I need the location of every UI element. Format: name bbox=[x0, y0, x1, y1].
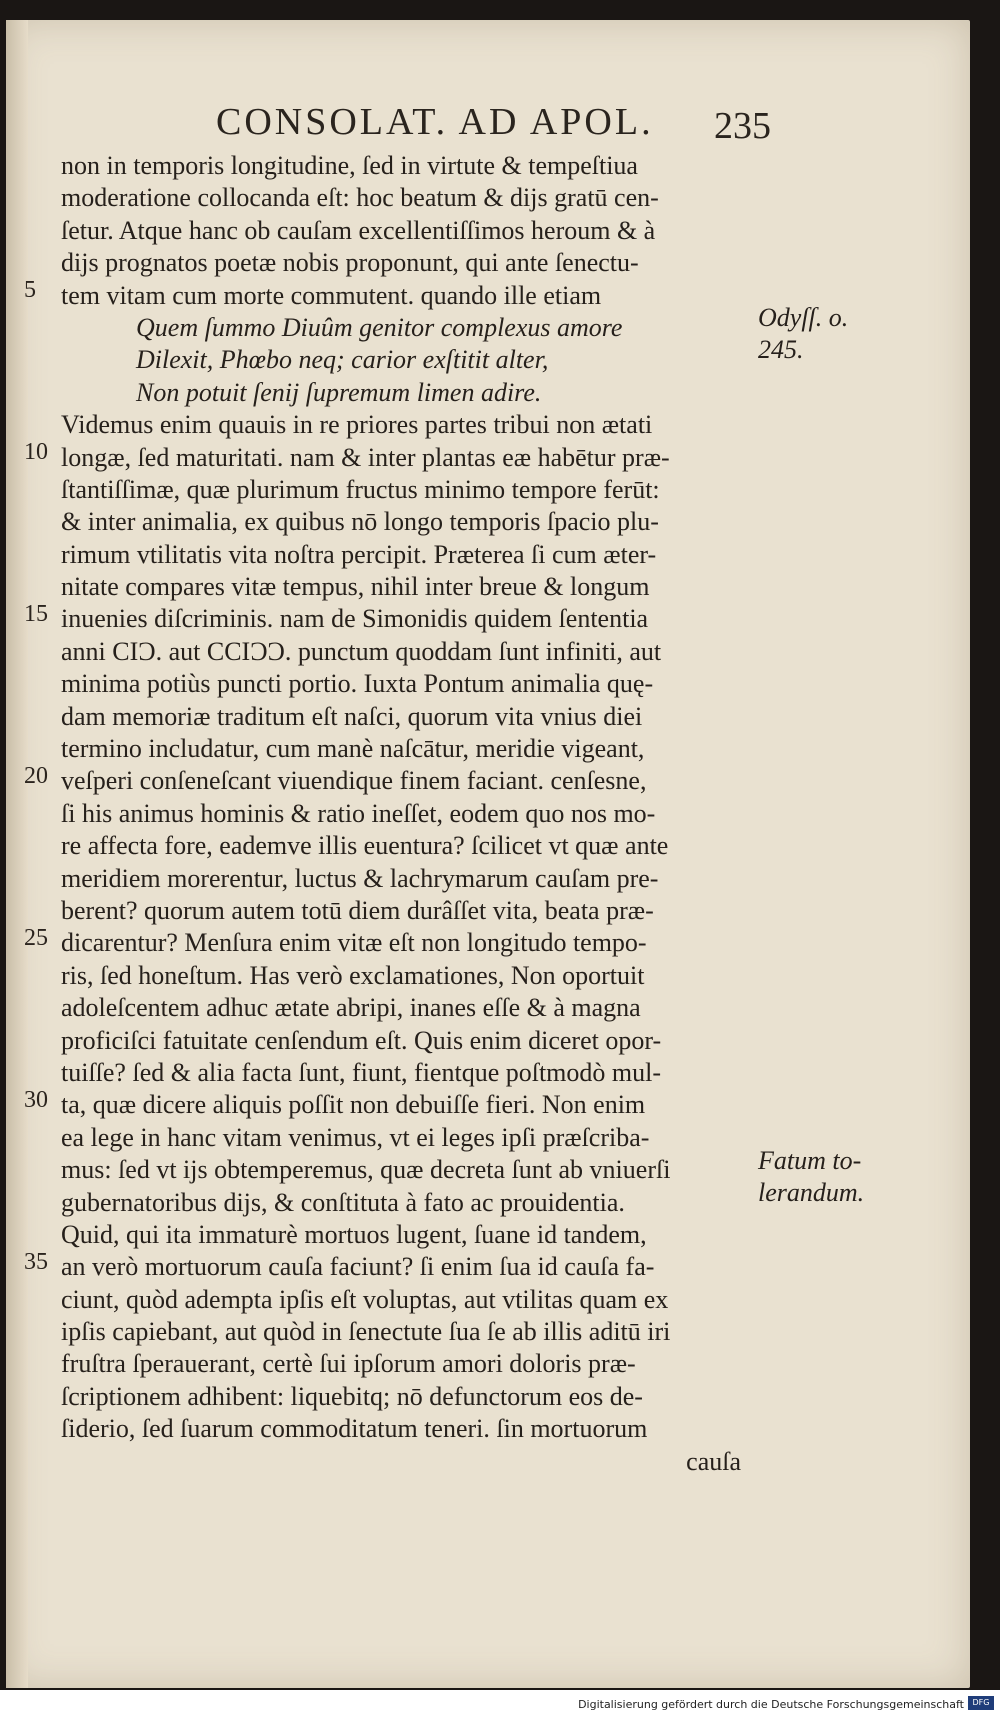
text-line: veſperi conſeneſcant viuendique finem faciant. cenſesne, bbox=[61, 766, 647, 796]
margin-note-line: Odyſſ. o. bbox=[758, 303, 849, 332]
text-line: berent? quorum autem totū diem durâſſet vita, beata præ- bbox=[61, 895, 654, 925]
dfg-logo-icon: DFG bbox=[968, 1696, 994, 1710]
text-line: dijs prognatos poetæ nobis proponunt, qui ante ſenectu- bbox=[61, 248, 639, 278]
text-line: minima potiùs puncti portio. Iuxta Pontum animalia quę- bbox=[61, 669, 654, 699]
line-number: 25 bbox=[24, 925, 48, 951]
line-number: 35 bbox=[24, 1249, 48, 1275]
text-line: ipſis capiebant, aut quòd in ſenectute ſua ſe ab illis aditū iri bbox=[61, 1317, 671, 1347]
line-number: 20 bbox=[24, 763, 48, 789]
text-line: tem vitam cum morte commutent. quando ille etiam bbox=[61, 280, 602, 310]
book-page bbox=[6, 20, 970, 1688]
text-line: Quid, qui ita immaturè mortuos lugent, ſuane id tandem, bbox=[61, 1219, 647, 1249]
margin-note-fatum bbox=[758, 1145, 864, 1209]
text-line: an verò mortuorum cauſa faciunt? ſi enim ſua id cauſa fa- bbox=[61, 1252, 655, 1282]
text-line: ta, quæ dicere aliquis poſſit non debuiſſe fieri. Non enim bbox=[61, 1090, 646, 1120]
line-number: 15 bbox=[24, 601, 48, 627]
verse-line: Quem ſummo Diuûm genitor complexus amore bbox=[136, 312, 623, 342]
verse-line: Dilexit, Phœbo neq; carior exſtitit alter, bbox=[136, 345, 549, 375]
text-line: adoleſcentem adhuc ætate abripi, inanes eſſe & à magna bbox=[61, 993, 641, 1023]
text-line: non in temporis longitudine, ſed in virtute & tempeſtiua bbox=[61, 151, 638, 180]
text-line: inuenies diſcriminis. nam de Simonidis quidem ſententia bbox=[61, 604, 649, 634]
body-text bbox=[61, 150, 751, 1478]
line-number: 5 bbox=[24, 277, 36, 303]
catchword: cauſa bbox=[686, 1446, 741, 1476]
text-line: ſtantiſſimæ, quæ plurimum fructus minimo tempore ferūt: bbox=[61, 474, 660, 504]
funding-credit: Digitalisierung gefördert durch die Deutsche Forschungsgemeinschaft bbox=[578, 1698, 964, 1711]
text-line: rimum vtilitatis vita noſtra percipit. Præterea ſi cum æter- bbox=[61, 539, 657, 569]
text-line: meridiem morerentur, luctus & lachrymarum cauſam pre- bbox=[61, 863, 659, 893]
page-gutter bbox=[6, 20, 28, 1688]
text-line: & inter animalia, ex quibus nō longo temporis ſpacio plu- bbox=[61, 507, 659, 537]
text-line: proficiſci fatuitate cenſendum eſt. Quis enim diceret opor- bbox=[61, 1025, 662, 1055]
footer-bar bbox=[0, 1690, 1000, 1717]
text-line: ris, ſed honeſtum. Has verò exclamationes, Non oportuit bbox=[61, 960, 645, 990]
text-line: mus: ſed vt ijs obtemperemus, quæ decreta ſunt ab vniuerſi bbox=[61, 1155, 671, 1185]
text-line: termino includatur, cum manè naſcātur, meridie vigeant, bbox=[61, 734, 645, 764]
text-line: ſetur. Atque hanc ob cauſam excellentiſſimos heroum & à bbox=[61, 215, 656, 245]
text-line: fruſtra ſperauerant, certè ſui ipſorum amori doloris præ- bbox=[61, 1349, 636, 1379]
text-line: nitate compares vitæ tempus, nihil inter breue & longum bbox=[61, 572, 650, 602]
text-line: ſiderio, ſed ſuarum commoditatum teneri. ſin mortuorum bbox=[61, 1414, 648, 1444]
text-line: ciunt, quòd adempta ipſis eſt voluptas, aut vtilitas quam ex bbox=[61, 1284, 669, 1314]
text-line: re affecta fore, eademve illis euentura? ſcilicet vt quæ ante bbox=[61, 831, 669, 861]
text-line: Videmus enim quauis in re priores partes tribui non ætati bbox=[61, 410, 653, 440]
text-line: tuiſſe? ſed & alia facta ſunt, fiunt, fientque poſtmodò mul- bbox=[61, 1057, 662, 1087]
text-line: dicarentur? Menſura enim vitæ eſt non longitudo tempo- bbox=[61, 928, 647, 958]
text-line: dam memoriæ traditum eſt naſci, quorum vita vnius diei bbox=[61, 701, 643, 731]
text-line: anni CIƆ. aut CCIƆƆ. punctum quoddam ſunt infiniti, aut bbox=[61, 636, 662, 666]
text-line: ſcriptionem adhibent: liquebitq; nō defunctorum eos de- bbox=[61, 1381, 643, 1411]
line-number: 30 bbox=[24, 1087, 48, 1113]
margin-note-line: Fatum to- bbox=[758, 1146, 862, 1175]
running-title: CONSOLAT. AD APOL. bbox=[216, 101, 654, 143]
text-line: ea lege in hanc vitam venimus, vt ei leges ipſi præſcriba- bbox=[61, 1122, 650, 1152]
margin-note-line: lerandum. bbox=[758, 1178, 865, 1207]
verse-line: Non potuit ſenij ſupremum limen adire. bbox=[136, 377, 542, 407]
page-number: 235 bbox=[714, 105, 771, 147]
text-line: moderatione collocanda eſt: hoc beatum & dijs gratū cen- bbox=[61, 183, 659, 213]
margin-note-line: 245. bbox=[758, 335, 804, 364]
text-line: ſi his animus hominis & ratio ineſſet, eodem quo nos mo- bbox=[61, 798, 656, 828]
text-line: longæ, ſed maturitati. nam & inter plantas eæ habētur præ- bbox=[61, 442, 670, 472]
line-number: 10 bbox=[24, 439, 48, 465]
text-line: gubernatoribus dijs, & conſtituta à fato ac prouidentia. bbox=[61, 1187, 625, 1217]
margin-note-odyssey bbox=[758, 302, 848, 366]
